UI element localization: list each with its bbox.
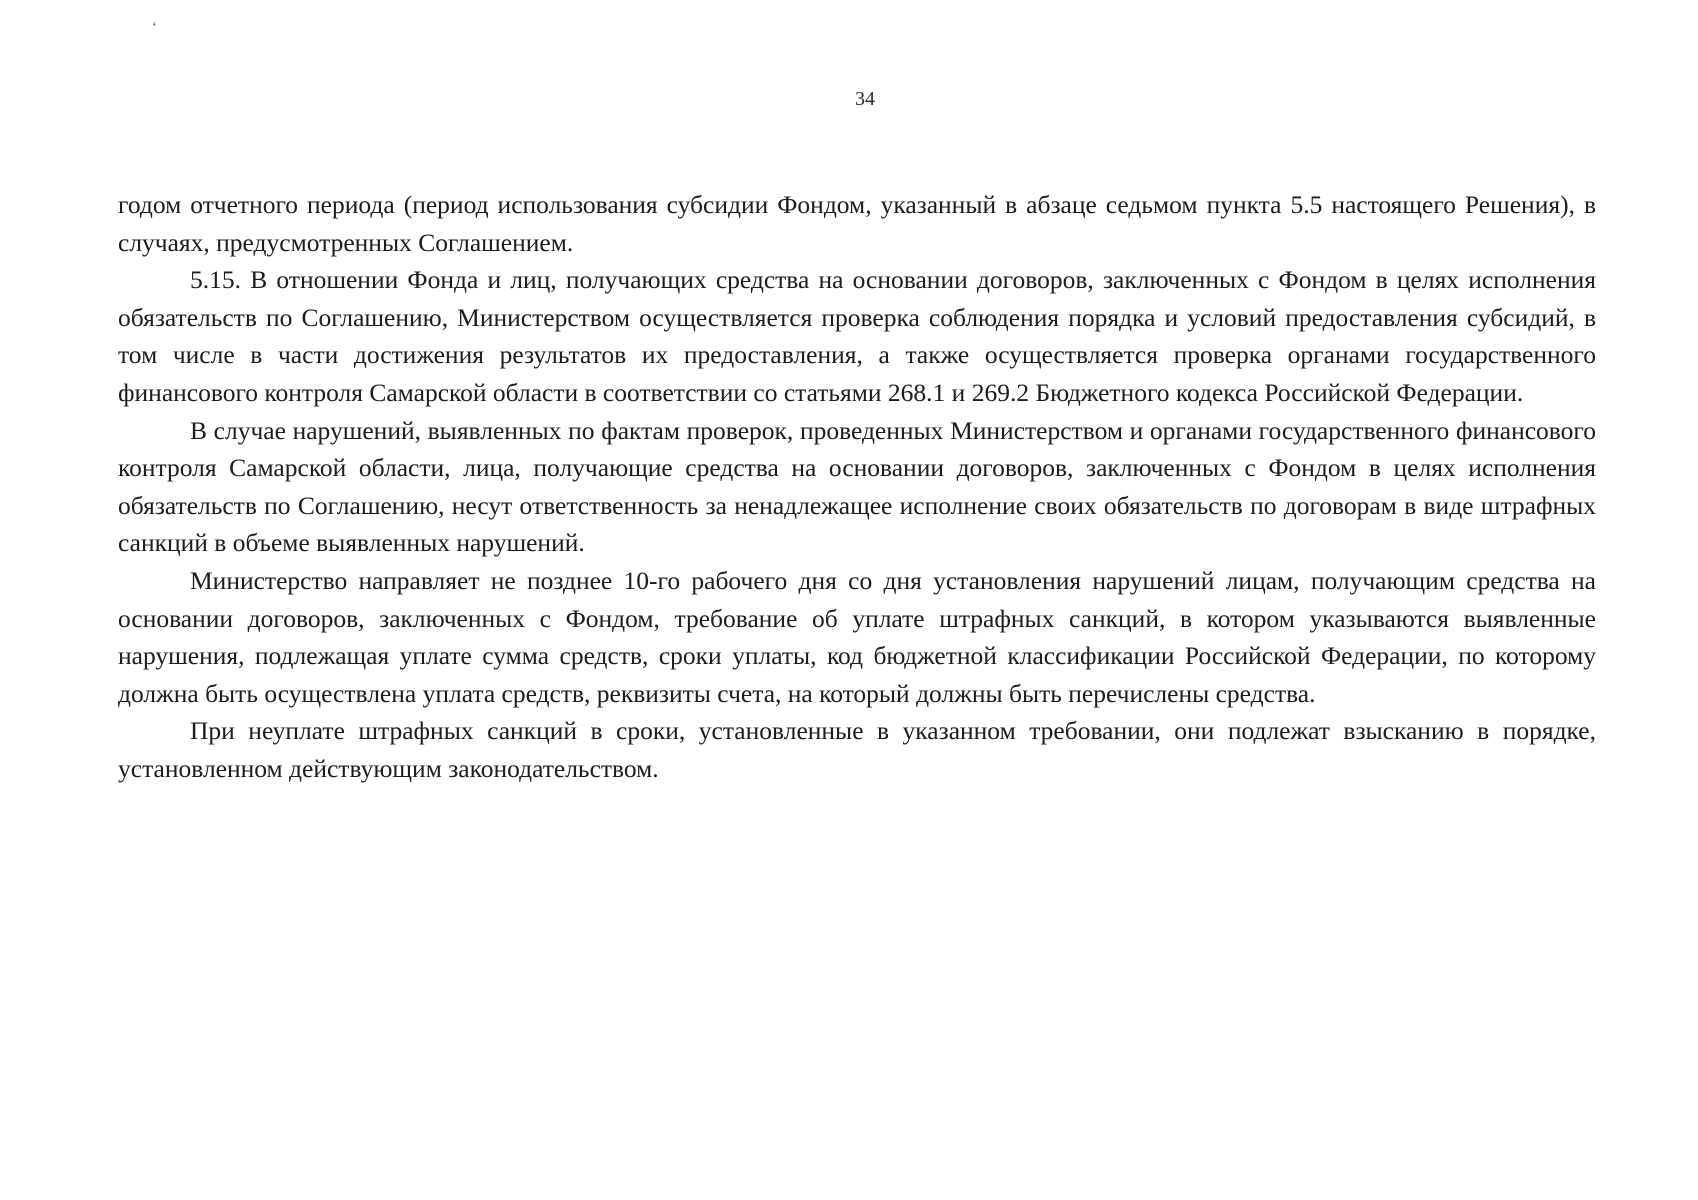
- scan-mark: ‘: [152, 20, 157, 35]
- paragraph-violations: В случае нарушений, выявленных по фактам проверок, проведенных Министерством и органами государственного финансового контроля Самарской области, лица, получающие средства на основании договоров, заключенных с Фондом в целях исполнения обязательств по Соглашению, несут ответственность за ненадлежащее исполнение своих обязательств по договорам в виде штрафных санкций в объеме выявленных нарушений.: [118, 415, 1596, 558]
- paragraph-ministry-demand: Министерство направляет не позднее 10-го рабочего дня со дня установления нарушений лицам, получающим средства на основании договоров, заключенных с Фондом, требование об уплате штрафных санкций, в котором указываются выявленные нарушения, подлежащая уплате сумма средств, сроки уплаты, код бюджетной классификации Российской Федерации, по которому должна быть осуществлена уплата средств, реквизиты счета, на который должны быть перечислены средства.: [118, 565, 1596, 708]
- paragraph-non-payment: При неуплате штрафных санкций в сроки, установленные в указанном требовании, они подлежат взысканию в порядке, установленном действующим законодательством.: [118, 716, 1596, 783]
- page-number: 34: [855, 88, 875, 110]
- document-body: [118, 186, 1596, 788]
- paragraph-continuation: годом отчетного периода (период использования субсидии Фондом, указанный в абзаце седьмом пункта 5.5 настоящего Решения), в случаях, предусмотренных Соглашением.: [118, 190, 1596, 257]
- paragraph-5-15: 5.15. В отношении Фонда и лиц, получающих средства на основании договоров, заключенных с Фондом в целях исполнения обязательств по Соглашению, Министерством осуществляется проверка соблюдения порядка и условий предоставления субсидий, в том числе в части достижения результатов их предоставления, а также осуществляется проверка органами государственного финансового контроля Самарской области в соответствии со статьями 268.1 и 269.2 Бюджетного кодекса Российской Федерации.: [118, 265, 1596, 407]
